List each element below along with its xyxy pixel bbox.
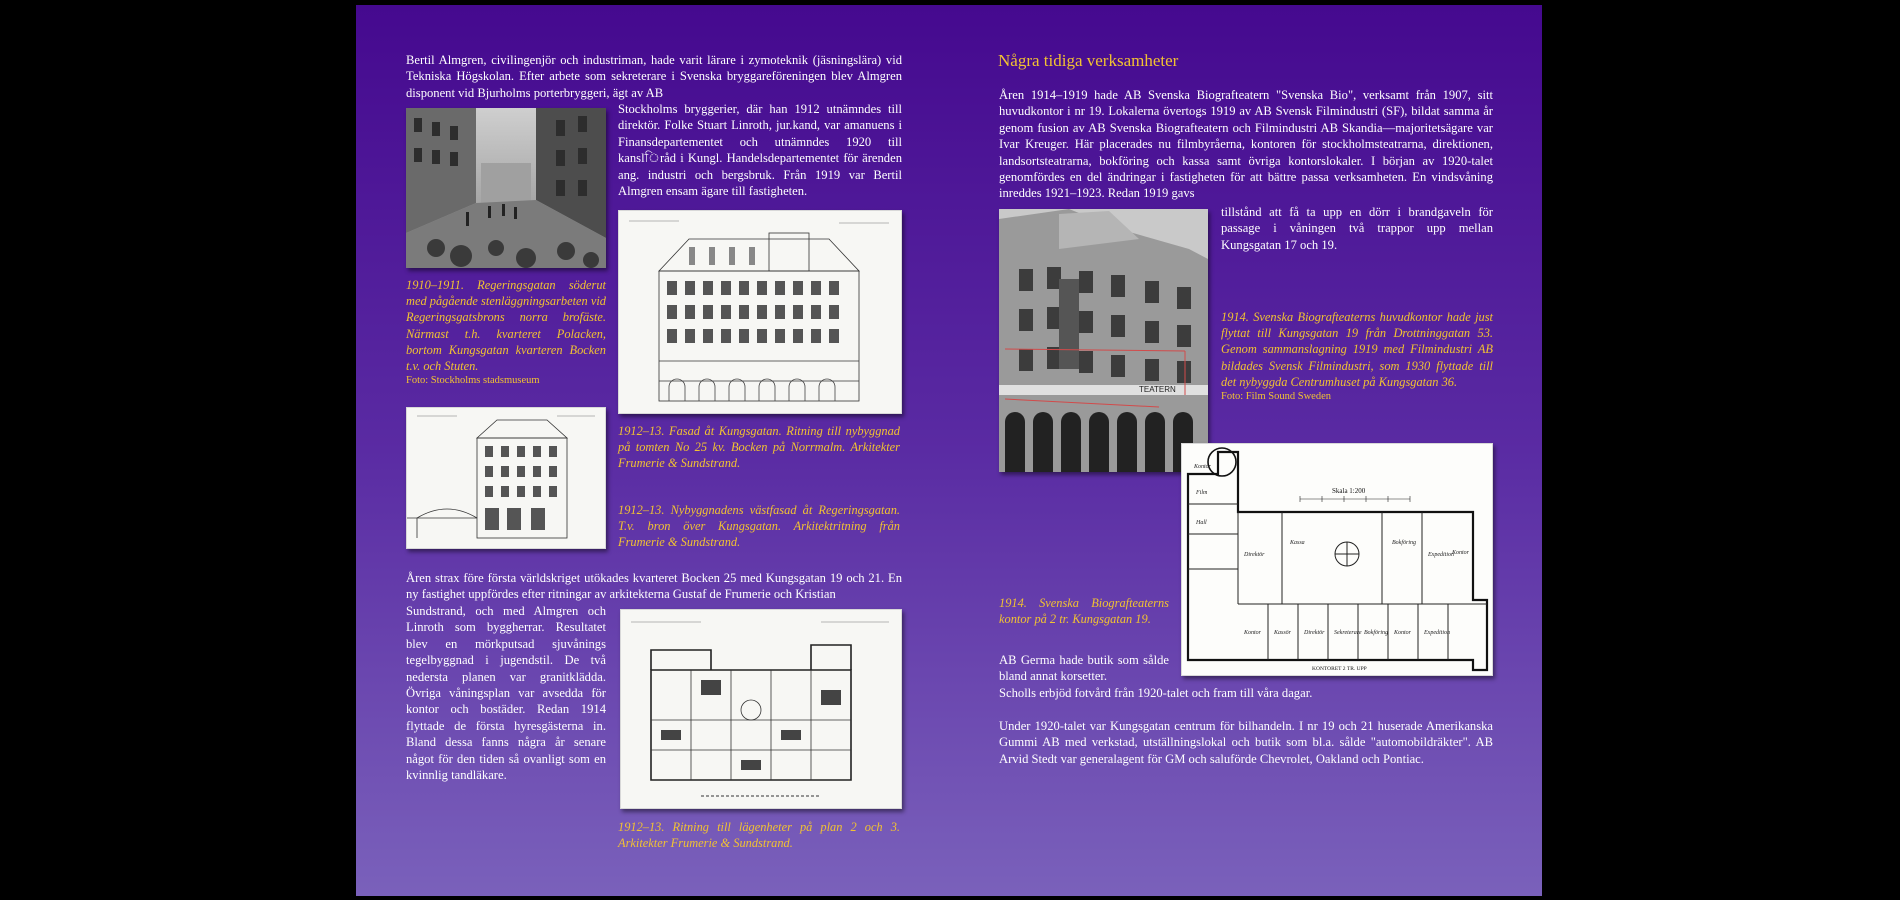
room-label: Direktör	[1244, 552, 1265, 558]
building-photo-caption	[1221, 309, 1493, 404]
section-heading: Några tidiga verksamheter	[998, 51, 1179, 70]
room-label: Direktör	[1304, 630, 1325, 636]
car-trade-paragraph: Under 1920-talet var Kungsgatan centrum för bilhandeln. I nr 19 och 21 huserade Amerikanska Gummi AB med verkstad, utställningslokal och butik som bl.a. sålde "automobildräkter". AB Arvid Stedt var generalagent för GM och saluförde Chevrolet, Oakland och Pontiac.	[999, 719, 1493, 766]
room-label: Hall	[1196, 520, 1207, 526]
room-label: Expedition	[1428, 552, 1454, 558]
building-photo-credit: Foto: Film Sound Sweden	[1221, 391, 1331, 403]
street-photo-caption	[406, 277, 606, 388]
facade-drawing	[618, 210, 902, 414]
left-intro-paragraph: Bertil Almgren, civilingenjör och industriman, hade varit lärare i zymoteknik (jäsningslära) vid Tekniska Högskolan. Efter arbete som sekreterare i Svenska bryggareföreningen blev Almgren disponent vid Bjurholms porterbryggeri, ägt av AB	[406, 53, 902, 100]
plan-scale-label: Skala 1:200	[1332, 487, 1366, 495]
room-label: Kontor	[1194, 464, 1212, 470]
room-label: Sekreterare	[1334, 630, 1362, 636]
room-label: Bokföring	[1364, 630, 1388, 636]
left-body-paragraph: Åren strax före första världskriget utökades kvarteret Bocken 25 med Kungsgatan 19 och 21. En ny fastighet uppfördes efter ritningar av arkitekterna Gustaf de Frumerie och Kristian	[406, 571, 902, 602]
room-label: Kassa	[1290, 540, 1305, 546]
germa-paragraph: AB Germa hade butik som sålde bland annat korsetter.	[999, 653, 1169, 684]
street-photo	[406, 108, 606, 268]
street-photo-caption-text: 1910–1911. Regeringsgatan söderut med pågående stenläggningsarbeten vid Regeringsgatsbrons norra brofäste. Närmast t.h. kvarteret Polacken, bortom Kungsgatan kvarteren Bocken t.v. och Stuten.	[406, 278, 606, 374]
room-label: Film	[1196, 490, 1208, 496]
apartment-plan-drawing	[620, 609, 902, 809]
room-label: Kontor	[1244, 630, 1262, 636]
facade-drawing-caption: 1912–13. Fasad åt Kungsgatan. Ritning till nybyggnad på tomten No 25 kv. Bocken på Norrmalm. Arkitekter Frumerie & Sundstrand.	[618, 424, 900, 471]
room-label: Bokföring	[1392, 540, 1416, 546]
brochure-spread	[356, 5, 1542, 896]
shop-sign-text: TEATERN	[1139, 385, 1176, 394]
building-photo-caption-text: 1914. Svenska Biografteaterns huvudkontor hade just flyttat till Kungsgatan 19 från Drottninggatan 53. Genom sammanslagning 1919 med Filmindustri AB bildades Svensk Filmindustri, som 1930 flyttade till det nybyggda Centrumhuset på Kungsgatan 36.	[1221, 310, 1493, 389]
office-floor-plan	[1181, 443, 1493, 676]
plan-floor-label: KONTORET 2 TR. UPP	[1312, 666, 1367, 672]
floor-plan-caption: 1914. Svenska Biografteaterns kontor på 2 tr. Kungsgatan 19.	[999, 596, 1169, 627]
west-facade-caption: 1912–13. Nybyggnadens västfasad åt Regeringsgatan. T.v. bron över Kungsgatan. Arkitektritning från Frumerie & Sundstrand.	[618, 503, 900, 550]
room-label: Kassör	[1274, 630, 1292, 636]
left-body-continued: Sundstrand, och med Almgren och Linroth som byggherrar. Resultatet blev en mörkputsad sjuvånings tegelbyggnad i jugendstil. De två nedersta planen var granitklädda. Övriga våningsplan var avsedda för kontor och bostäder. Redan 1914 flyttade de första hyresgästerna in. Bland dessa fanns några år senare något för den tiden så ovanligt som en kvinnlig tandläkare.	[406, 604, 606, 783]
building-photo	[999, 209, 1208, 472]
street-photo-credit: Foto: Stockholms stadsmuseum	[406, 375, 540, 387]
left-intro-continued: Stockholms bryggerier, där han 1912 utnämndes till direktör. Folke Stuart Linroth, jur.kand, var amanuens i Finansdepartementet och utnämndes 1920 till kanslিråd i Kungl. Handelsdepartementet för ärenden ang. industri och bergsbruk. Från 1919 var Bertil Almgren ensam ägare till fastigheten.	[618, 102, 902, 199]
room-label: Expedition	[1424, 630, 1450, 636]
scholls-paragraph: Scholls erbjöd fotvård från 1920-talet och fram till våra dagar.	[999, 686, 1313, 700]
right-intro-continued: tillstånd att få ta upp en dörr i brandgaveln för passage i våningen två trappor upp mellan Kungsgatan 17 och 19.	[1221, 205, 1493, 252]
room-label: Kontor	[1394, 630, 1412, 636]
west-facade-drawing	[406, 407, 606, 549]
right-intro-paragraph: Åren 1914–1919 hade AB Svenska Biografteatern "Svenska Bio", verksamt från 1907, sitt huvudkontor i nr 19. Lokalerna övertogs 1919 av AB Svensk Filmindustri (SF), bildat samma år genom fusion av AB Svenska Biografteatern och Filmindustri AB Skandia—majoritetsägare var Ivar Kreuger. Här placerades nu filmbyråerna, kontoren för stockholmsteatrarna, direktionen, landsortsteatrarna, bokföring och kassa samt övriga kontorslokaler. I början av 1920-talet genomfördes en del ändringar i fastigheten för att bättre passa verksamheten. En vindsvåning inreddes 1921–1923. Redan 1919 gavs	[999, 88, 1493, 201]
room-label: Kontor	[1452, 550, 1470, 556]
apartment-plan-caption: 1912–13. Ritning till lägenheter på plan 2 och 3. Arkitekter Frumerie & Sundstrand.	[618, 820, 900, 851]
